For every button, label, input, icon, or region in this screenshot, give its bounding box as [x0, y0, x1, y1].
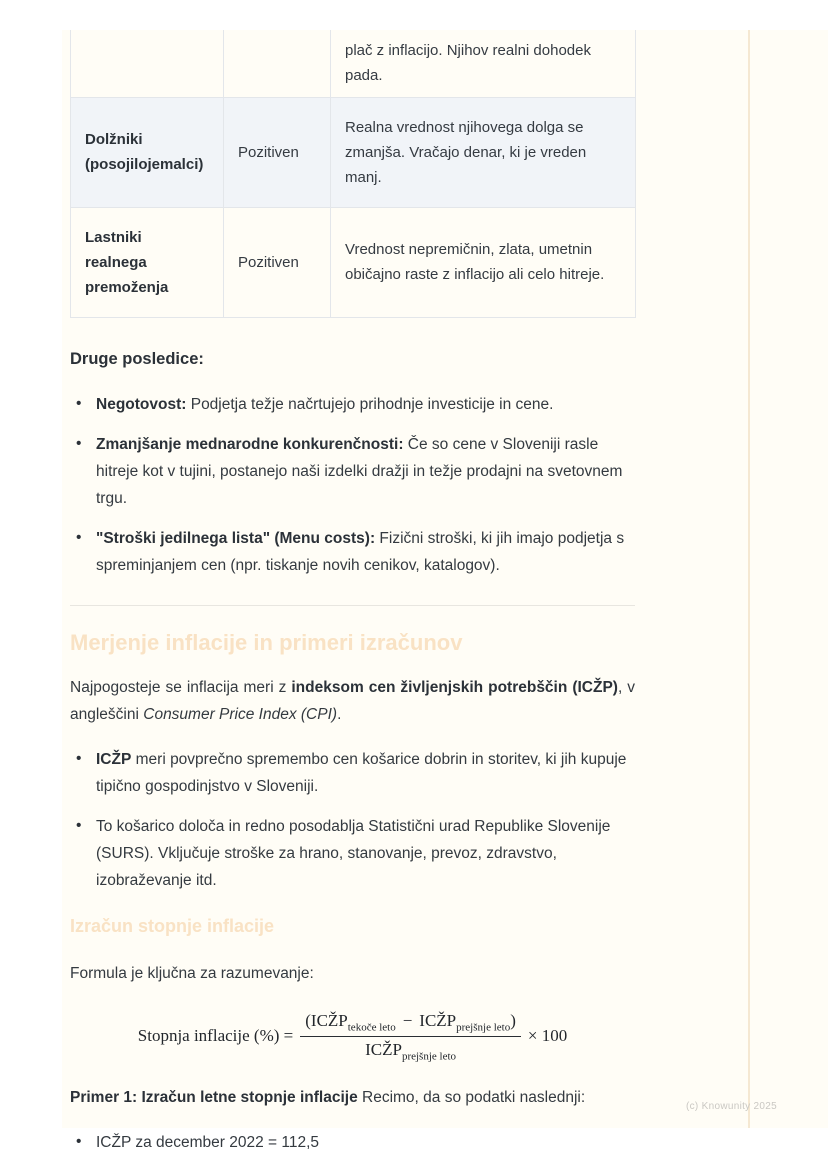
list-item-text: Če so cene v Sloveniji rasle hitreje kot v tujini, postanejo naši izdelki dražji in težje prodajni na svetovnem trgu.	[96, 435, 623, 507]
example-data-list	[70, 1129, 635, 1156]
formula-denominator: $ICŽP_{prejšnje leto}$	[365, 1039, 457, 1063]
formula-numerator: ($ICŽP_{tekoče leto}$ − $ICŽP_{prejšnje leto}$)	[300, 1011, 521, 1037]
list-item	[70, 431, 635, 512]
table-cell-group: Lastniki realnega premoženja	[71, 207, 224, 317]
table-row	[71, 30, 636, 97]
list-item-lead: "Stroški jedilnega lista" (Menu costs):	[96, 529, 376, 547]
list-item	[70, 746, 635, 800]
table-cell-group	[71, 30, 224, 97]
list-item	[70, 525, 635, 579]
list-item	[70, 391, 635, 418]
table-cell-effect: Pozitiven	[224, 97, 331, 207]
table-row	[71, 97, 636, 207]
section-divider	[70, 605, 635, 606]
list-item: • ICŽP za december 2022 = 112,5	[70, 1129, 635, 1156]
formula-rhs: × 100	[527, 1026, 568, 1046]
list-item-lead: Zmanjšanje mednarodne konkurenčnosti:	[96, 435, 404, 453]
inflation-rate-formula	[70, 1011, 635, 1063]
section-title-measurement: Merjenje inflacije in primeri izračunov	[70, 629, 463, 655]
consequences-list	[70, 391, 635, 579]
table-cell-effect	[224, 30, 331, 97]
list-item-lead: ICŽP	[96, 750, 132, 768]
list-item-lead: Negotovost:	[96, 395, 187, 413]
table-cell-group: Dolžniki (posojilojemalci)	[71, 97, 224, 207]
measurement-list	[70, 746, 635, 894]
list-item-text: Podjetja težje načrtujejo prihodnje investicije in cene.	[186, 395, 554, 413]
consequences-heading: Druge posledice:	[70, 349, 204, 368]
table-cell-description: Realna vrednost njihovega dolga se zmanjša. Vračajo denar, ki je vreden manj.	[331, 97, 636, 207]
formula-lhs: Stopnja inflacije (%) =	[137, 1026, 294, 1046]
page-accent-line	[748, 30, 750, 1128]
list-item-text: meri povprečno spremembo cen košarice dobrin in storitev, ki jih kupuje tipično gospodinjstvo v Sloveniji.	[96, 750, 627, 795]
copyright-watermark: (c) Knowunity 2025	[686, 1101, 778, 1112]
table-cell-description: Vrednost nepremičnin, zlata, umetnin običajno raste z inflacijo ali celo hitreje.	[331, 207, 636, 317]
table-row	[71, 207, 636, 317]
document-content	[70, 30, 635, 1156]
formula-fraction	[300, 1011, 521, 1063]
example-heading: Primer 1: Izračun letne stopnje inflacije Recimo, da so podatki naslednji:	[70, 1089, 586, 1107]
measurement-intro: Najpogosteje se inflacija meri z indeksom cen življenjskih potrebščin (ICŽP), v angleščini Consumer Price Index (CPI).	[70, 678, 635, 723]
document-page	[62, 30, 828, 1152]
section-title-calculation: Izračun stopnje inflacije	[70, 915, 275, 936]
list-item	[70, 813, 635, 894]
formula-intro: Formula je ključna za razumevanje:	[70, 964, 314, 982]
table-cell-effect: Pozitiven	[224, 207, 331, 317]
table-cell-description: plač z inflacijo. Njihov realni dohodek pada.	[331, 30, 636, 97]
list-item-text: Fizični stroški, ki jih imajo podjetja s spreminjanjem cen (npr. tiskanje novih cenikov, katalogov).	[96, 529, 625, 574]
list-item-text: To košarico določa in redno posodablja Statistični urad Republike Slovenije (SURS). Vključuje stroške za hrano, stanovanje, prevoz, zdravstvo, izobraževanje itd.	[96, 817, 611, 889]
inflation-effects-table	[70, 30, 636, 318]
